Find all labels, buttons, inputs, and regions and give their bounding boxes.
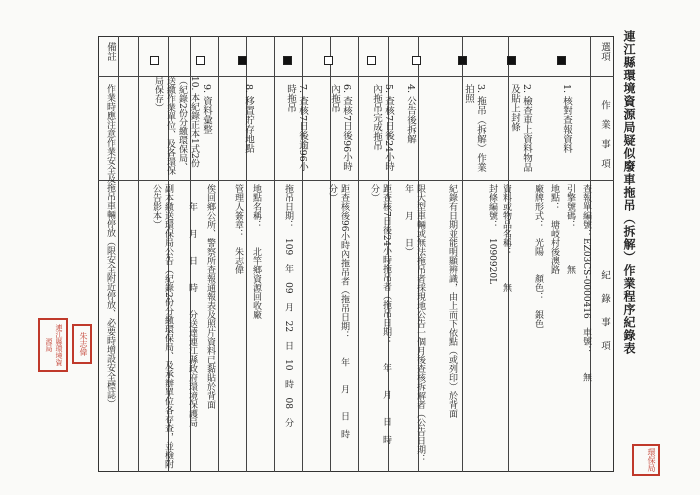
row4-checkbox[interactable] [412, 56, 421, 65]
row9-record-2: 年 月 日 時 分送達連江縣政府環境保護局 [187, 184, 197, 427]
header-record: 紀錄事項 [599, 270, 610, 364]
seal-stamp-corner: 環保局 [632, 444, 660, 476]
row2-checkbox[interactable] [507, 56, 516, 65]
document-title: 連江縣環境資源局疑似廢車拖吊（拆解）作業程序紀錄表 [622, 30, 636, 355]
seal-stamp: 連江縣環境資源局 [38, 318, 68, 372]
row8-record-1: 地點名稱： 北竿鄉資源回收廠 [251, 184, 261, 319]
row10-record: 副本繳送環保局公告（紀錄2份分繳環保局、及承辦單位各存查，並檢附公告影本） [151, 184, 173, 469]
header-items: 作業事項 [599, 100, 610, 178]
row4-record: 限大型車輛或無法拖吊者採現地公告一個月後查核拆解者（公告日期： 年 月 日） [403, 184, 425, 481]
row1-record-4: 廠牌形式： 光陽 顏色： 銀色 [533, 184, 543, 328]
col-line [218, 36, 219, 472]
row1-record-1: 查報單編號：EZ03CS-0000416 車號： 無 [581, 184, 591, 382]
row10-item: 10. 本紀錄正本1式2份（紀錄2份分繳環保局、送繳作業單位、及各環保局保存） [153, 76, 199, 175]
row10-checkbox[interactable] [150, 56, 159, 65]
note-text: 作業時應注意作業安全及拖吊車輛停放（限安全附近停放、必要時增設安全標誌） [105, 84, 115, 408]
seal-stamp-small: 朱志偉 [72, 324, 92, 364]
row1-checkbox[interactable] [557, 56, 566, 65]
col-line [118, 36, 119, 472]
note-label: 備註 [105, 42, 116, 61]
row-line [98, 180, 614, 181]
row2-item: 2. 檢查車上資料物品及貼上封條 [509, 84, 532, 173]
row6-record: 距查核後96小時內拖吊者（拖吊日期： 年 月 日 時 分） [327, 184, 349, 457]
row7-item: 7. 查核7日後逾96小時拖吊 [285, 84, 308, 172]
row9-checkbox[interactable] [196, 56, 205, 65]
row7-record: 拖吊日期： 109 年 09 月 22 日 10 時 08 分 [283, 184, 293, 427]
row3-item: 3. 拖吊（拆解）作業拍照 [463, 84, 486, 173]
row5-item: 5. 查核7日後24小時內拖吊完成拖吊 [371, 84, 394, 172]
row8-checkbox[interactable] [238, 56, 247, 65]
header-choose: 選項 [599, 42, 610, 61]
row9-record-1: 俟回鄉公所、警察所查報通報表及照片資料已黏貼於背面 [205, 184, 215, 409]
row7-checkbox[interactable] [283, 56, 292, 65]
row6-checkbox[interactable] [324, 56, 333, 65]
row9-item: 9. 資料彙整 [201, 84, 212, 135]
row5-checkbox[interactable] [367, 56, 376, 65]
row1-item: 1. 核對查報資料 [561, 84, 572, 154]
row3-record: 紀錄有日期並能明顯辨識，由上而下依點（或列印）於背面 [447, 184, 457, 418]
row8-item: 8. 移置貯存地點 [243, 84, 254, 154]
row6-item: 6. 查核7日後96小時內拖吊 [329, 84, 352, 172]
row2-record-2: 封條編號： 1090920L [487, 184, 497, 285]
col-line [358, 36, 359, 472]
row1-record-3: 地點： 塘岐村後澳路 [549, 184, 559, 274]
row5-record: 距查核7日後24小時拖吊者（拖吊日期： 年 月 日 時 分） [369, 184, 391, 463]
col-line [274, 36, 275, 472]
row3-checkbox[interactable] [458, 56, 467, 65]
row1-record-2: 引擎號碼： 無 [565, 184, 575, 274]
row2-record-1: 資料或物品名稱： 無 [501, 184, 511, 292]
col-line [138, 36, 139, 472]
row8-record-2: 管理人簽章： 朱志偉 [233, 184, 243, 274]
row4-item: 4. 公告後拆解 [405, 84, 416, 144]
